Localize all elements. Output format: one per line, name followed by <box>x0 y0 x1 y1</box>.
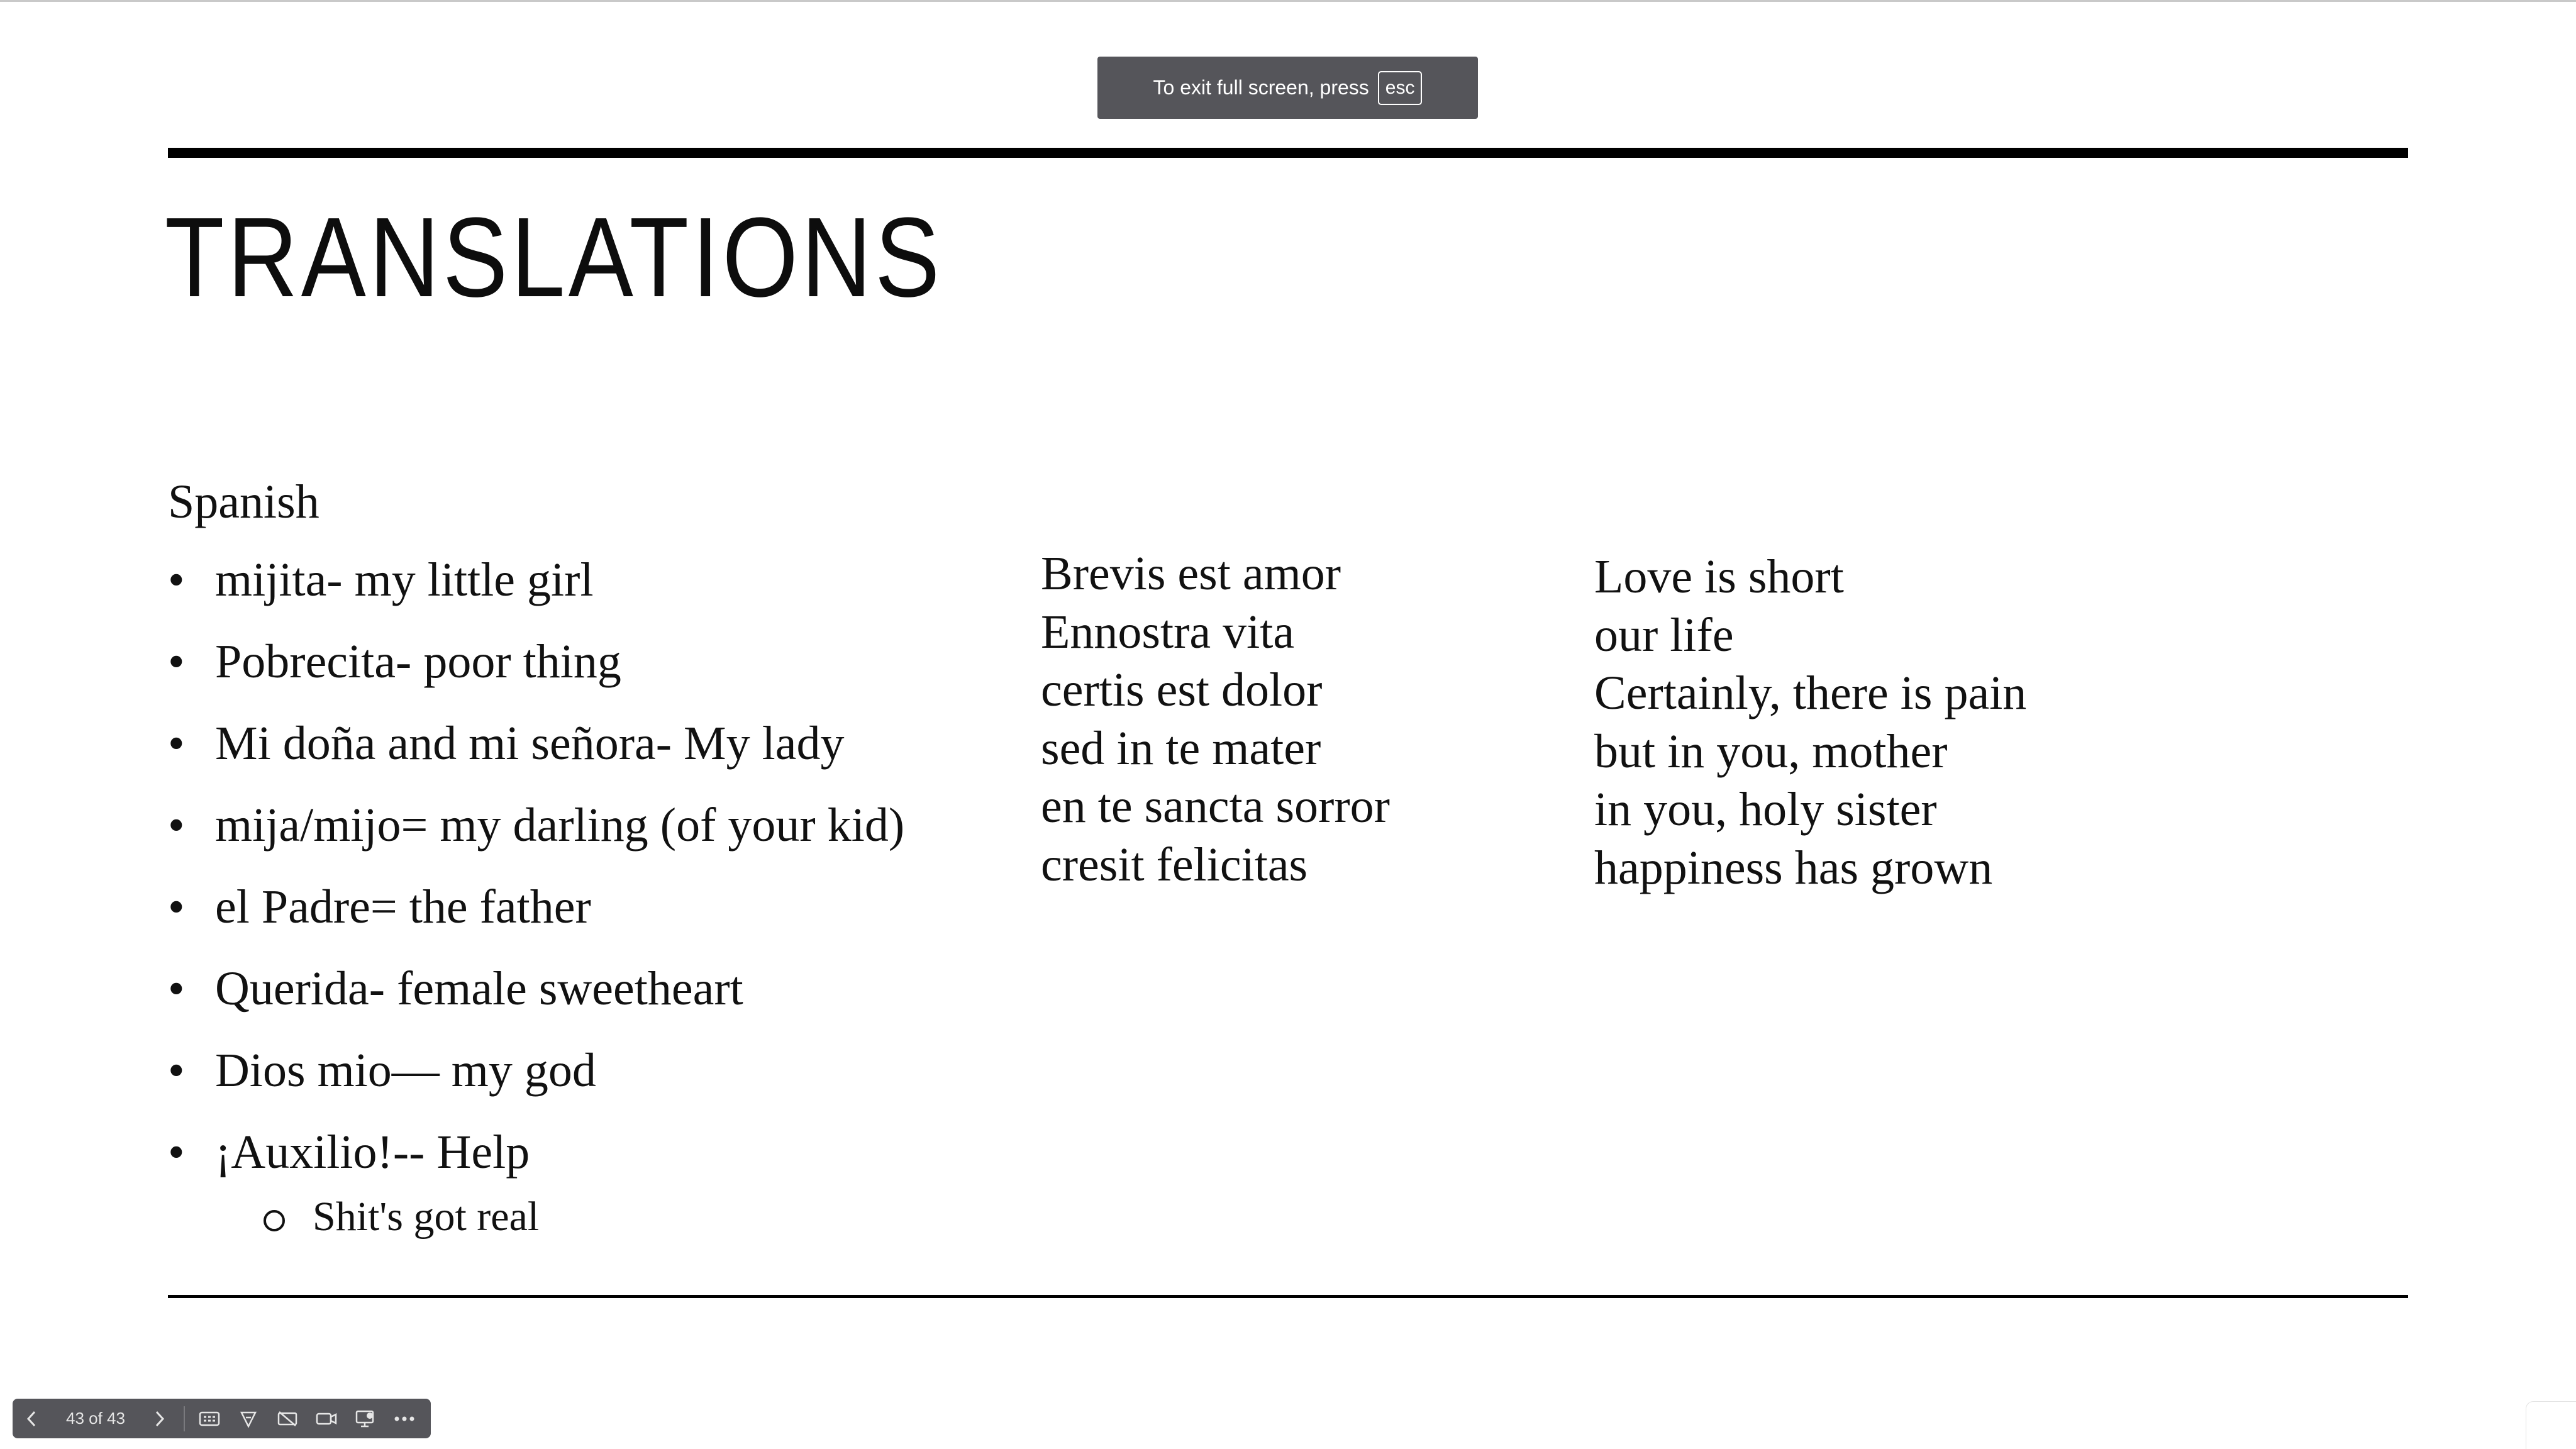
english-line: our life <box>1594 608 1734 662</box>
next-slide-button[interactable] <box>140 1399 179 1438</box>
esc-key-badge: esc <box>1378 71 1423 105</box>
window-top-edge <box>0 0 2576 2</box>
camera-icon <box>316 1411 337 1427</box>
bullet-icon: • <box>168 553 185 606</box>
hollow-bullet-icon <box>264 1210 285 1231</box>
hide-slide-icon <box>277 1410 298 1428</box>
toolbar-divider <box>184 1406 185 1431</box>
slide-title: TRANSLATIONS <box>165 194 943 321</box>
fullscreen-exit-banner <box>1097 57 1478 119</box>
list-item <box>168 719 985 801</box>
spanish-term-list <box>168 553 985 1210</box>
more-icon <box>394 1416 415 1422</box>
bullet-icon: • <box>168 717 185 770</box>
english-line: Certainly, there is pain <box>1594 667 2027 719</box>
list-item <box>168 801 985 883</box>
pen-tool-button[interactable] <box>229 1399 268 1438</box>
list-item <box>168 553 985 638</box>
chevron-right-icon <box>152 1410 166 1428</box>
corner-panel-edge[interactable] <box>2526 1401 2576 1449</box>
bullet-icon: • <box>168 799 185 852</box>
present-icon <box>355 1409 376 1428</box>
bullet-icon: • <box>168 1044 185 1097</box>
presenter-toolbar <box>13 1399 431 1438</box>
bullet-icon: • <box>168 880 185 933</box>
term-text: Querida- female sweetheart <box>215 962 743 1015</box>
hide-slide-button[interactable] <box>268 1399 307 1438</box>
english-line: Love is short <box>1594 550 1844 603</box>
latin-line: Brevis est amor <box>1041 547 1341 600</box>
spanish-heading: Spanish <box>168 475 319 528</box>
list-item <box>168 962 985 1046</box>
fullscreen-exit-message: To exit full screen, press <box>1153 76 1369 99</box>
chevron-left-icon <box>25 1410 39 1428</box>
term-text: Dios mio— my god <box>215 1044 596 1097</box>
list-item <box>168 1046 985 1128</box>
term-text: Pobrecita- poor thing <box>215 635 621 688</box>
slide-top-rule <box>168 148 2408 158</box>
term-text: el Padre= the father <box>215 880 591 933</box>
slide-grid-button[interactable] <box>190 1399 229 1438</box>
term-text: Mi doña and mi señora- My lady <box>215 717 845 770</box>
list-item <box>168 635 985 719</box>
previous-slide-button[interactable] <box>13 1399 52 1438</box>
pen-icon <box>239 1409 258 1428</box>
bullet-icon: • <box>168 635 185 688</box>
spanish-column <box>168 475 985 1240</box>
latin-line: cresit felicitas <box>1041 838 1308 891</box>
english-verse <box>1594 548 2026 897</box>
more-options-button[interactable] <box>385 1399 424 1438</box>
latin-line: sed in te mater <box>1041 721 1321 775</box>
english-line: in you, holy sister <box>1594 783 1937 836</box>
latin-line: Ennostra vita <box>1041 605 1295 658</box>
sub-list-item <box>168 1196 985 1238</box>
camera-button[interactable] <box>307 1399 346 1438</box>
english-line: but in you, mother <box>1594 724 1948 778</box>
slide-bottom-rule <box>168 1295 2408 1298</box>
grid-icon <box>199 1411 220 1427</box>
latin-line: en te sancta sorror <box>1041 780 1390 833</box>
term-text: mija/mijo= my darling (of your kid) <box>215 799 905 852</box>
latin-verse <box>1041 545 1390 894</box>
term-text: ¡Auxilio!-- Help <box>215 1126 530 1179</box>
present-options-button[interactable] <box>346 1399 385 1438</box>
list-item <box>168 880 985 965</box>
english-line: happiness has grown <box>1594 841 1993 894</box>
bullet-icon: • <box>168 962 185 1015</box>
bullet-icon: • <box>168 1126 185 1179</box>
page-counter: 43 of 43 <box>66 1409 125 1428</box>
term-text: mijita- my little girl <box>215 553 594 606</box>
latin-line: certis est dolor <box>1041 663 1323 716</box>
sub-item-text: Shit's got real <box>313 1194 540 1240</box>
